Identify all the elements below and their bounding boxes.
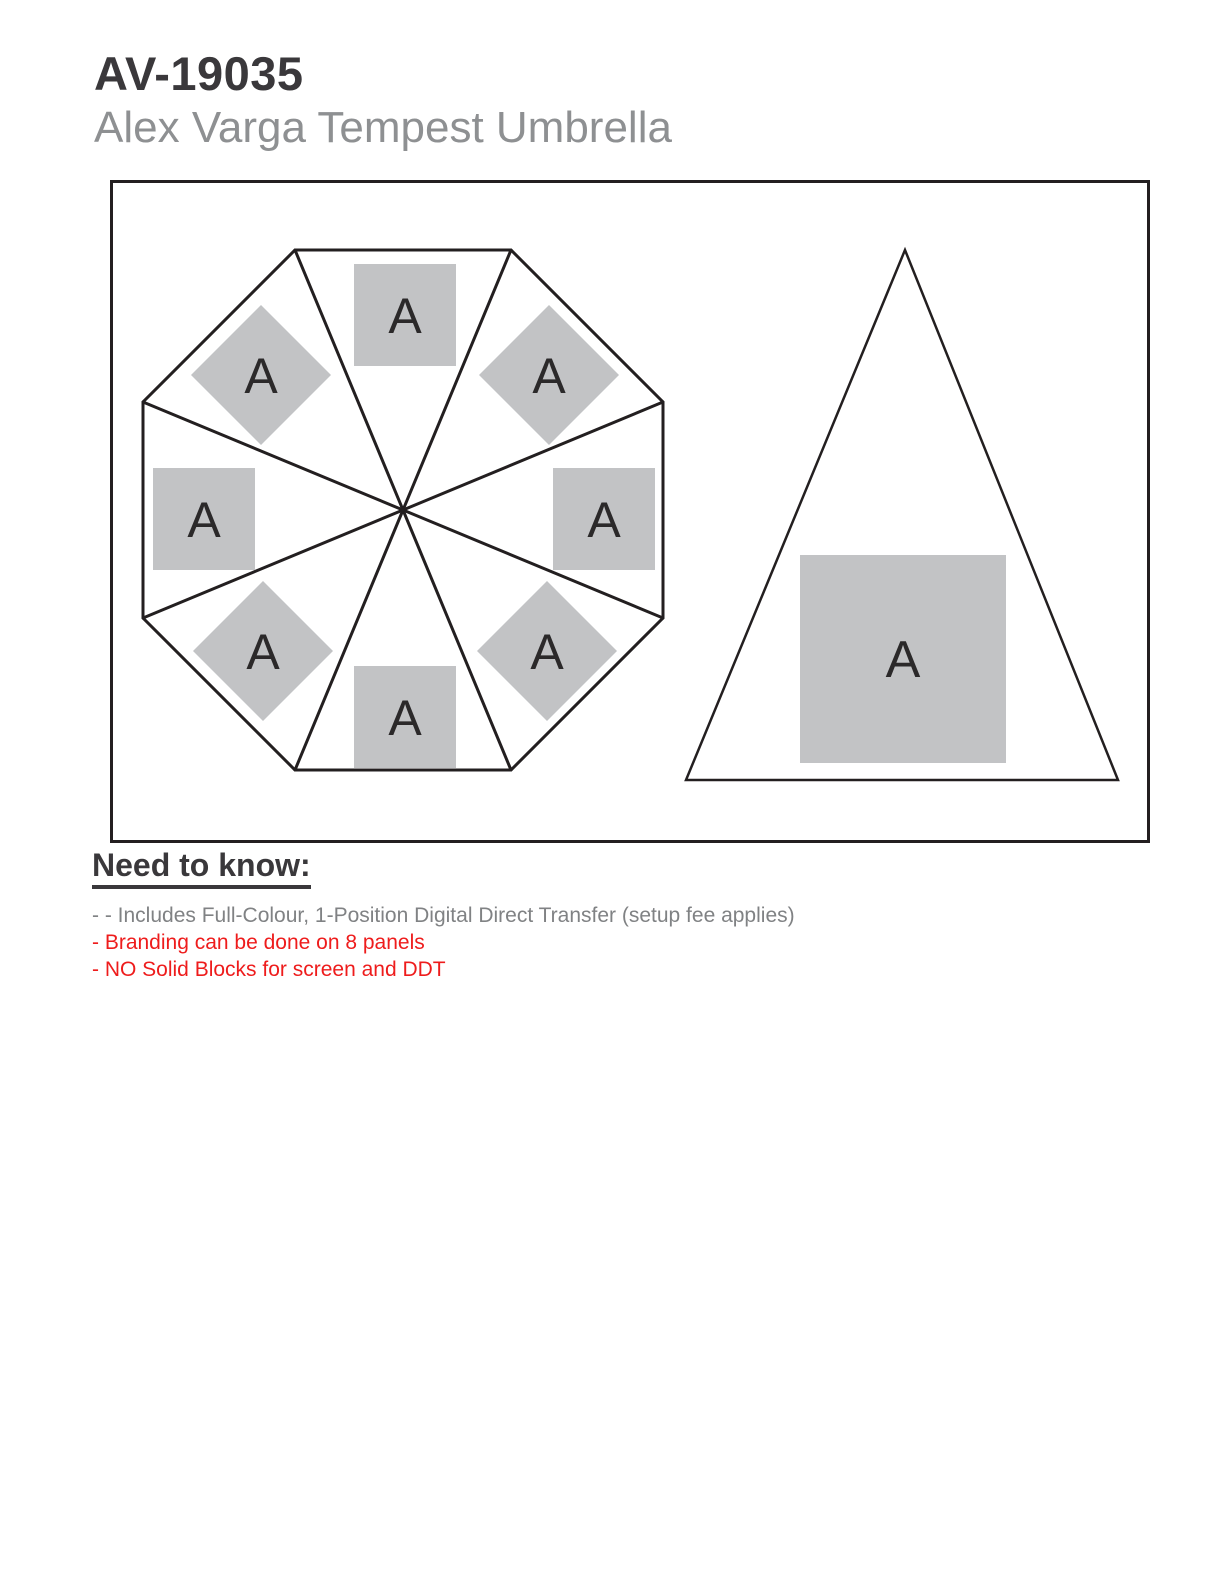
umbrella-top-view (143, 250, 663, 770)
product-name: Alex Varga Tempest Umbrella (94, 103, 672, 153)
branding-position-label: A (530, 624, 564, 680)
need-to-know-heading: Need to know: (92, 848, 311, 889)
branding-position-label: A (244, 348, 278, 404)
product-code: AV-19035 (94, 47, 304, 100)
page-header (94, 46, 672, 155)
branding-position-label: A (885, 631, 921, 689)
note-branding-panels: - Branding can be done on 8 panels (92, 931, 425, 954)
single-panel-view (686, 250, 1118, 780)
umbrella-branding-diagram (113, 183, 1147, 840)
branding-position-label: A (187, 492, 221, 548)
branding-diagram-box (110, 180, 1150, 843)
branding-position-label: A (246, 624, 280, 680)
need-to-know-notes (92, 902, 795, 983)
branding-position-label: A (532, 348, 566, 404)
branding-position-label: A (388, 288, 422, 344)
note-no-solid-blocks: - NO Solid Blocks for screen and DDT (92, 958, 446, 981)
branding-position-label: A (388, 690, 422, 746)
branding-position-label: A (587, 492, 621, 548)
note-transfer-info: - - Includes Full-Colour, 1-Position Digital Direct Transfer (setup fee applies) (92, 904, 795, 927)
